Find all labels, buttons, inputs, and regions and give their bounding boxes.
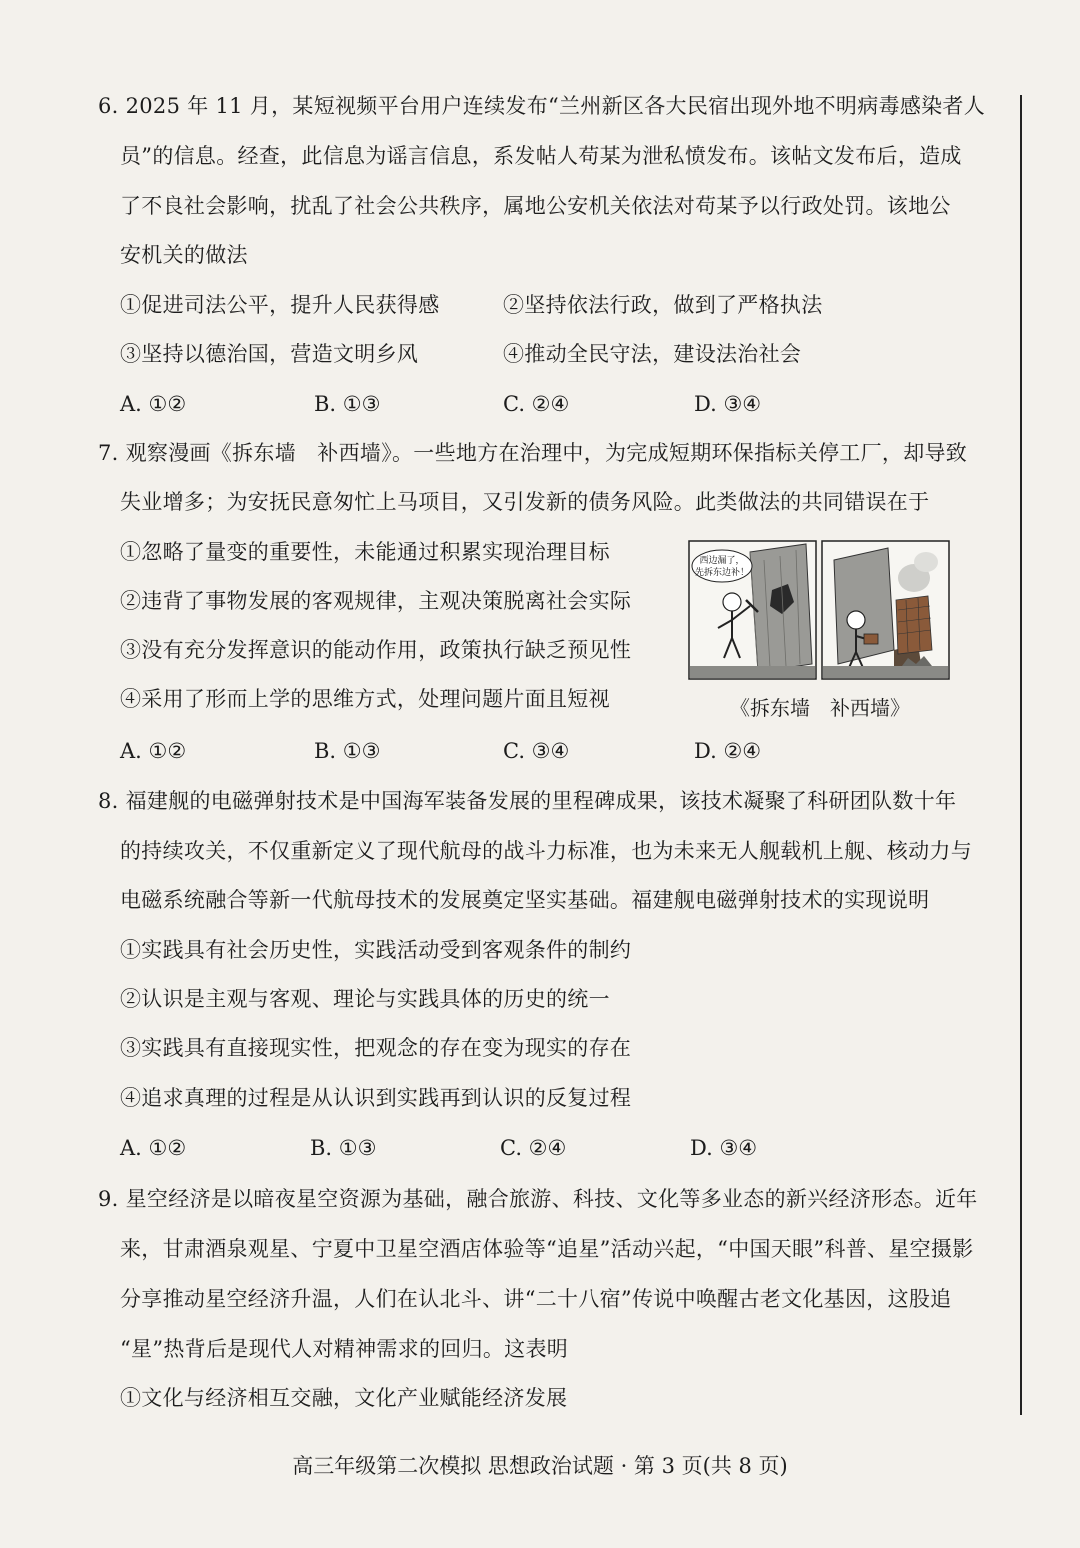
q7-item-3: ③没有充分发挥意识的能动作用，政策执行缺乏预见性 xyxy=(120,638,632,662)
q8-choice-c: C. ②④ xyxy=(500,1136,567,1160)
q6-choice-a: A. ①② xyxy=(120,392,187,416)
q6-line-1: 6. 2025 年 11 月，某短视频平台用户连续发布“兰州新区各大民宿出现外地不明病毒感染者人 xyxy=(98,94,986,118)
q6-choice-d: D. ③④ xyxy=(694,392,762,416)
q7-choice-b: B. ①③ xyxy=(314,739,381,763)
q6-item-1: ①促进司法公平，提升人民获得感 xyxy=(120,293,440,317)
comic-caption: 《拆东墙 补西墙》 xyxy=(730,696,910,720)
q7-item-1: ①忽略了量变的重要性，未能通过积累实现治理目标 xyxy=(120,540,610,564)
q9-item-1: ①文化与经济相互交融，文化产业赋能经济发展 xyxy=(120,1386,568,1410)
q6-choice-c: C. ②④ xyxy=(503,392,570,416)
q8-item-4: ④追求真理的过程是从认识到实践再到认识的反复过程 xyxy=(120,1086,632,1110)
q8-item-2: ②认识是主观与客观、理论与实践具体的历史的统一 xyxy=(120,987,610,1011)
q6-item-2: ②坚持依法行政，做到了严格执法 xyxy=(503,293,823,317)
q6-item-3: ③坚持以德治国，营造文明乡风 xyxy=(120,342,419,366)
q6-choice-b: B. ①③ xyxy=(314,392,381,416)
q9-line-1: 9. 星空经济是以暗夜星空资源为基础，融合旅游、科技、文化等多业态的新兴经济形态。近年 xyxy=(98,1187,978,1211)
q8-item-1: ①实践具有社会历史性，实践活动受到客观条件的制约 xyxy=(120,938,632,962)
comic-bubble-line-1: 西边漏了， xyxy=(699,556,745,566)
q9-line-2: 来，甘肃酒泉观星、宁夏中卫星空酒店体验等“追星”活动兴起，“中国天眼”科普、星空摄影 xyxy=(120,1237,974,1261)
comic-figure-head-left xyxy=(723,593,741,611)
comic-wall-right xyxy=(834,548,894,664)
q6-line-3: 了不良社会影响，扰乱了社会公共秩序，属地公安机关依法对苟某予以行政处罚。该地公 xyxy=(120,194,951,218)
q6-line-4: 安机关的做法 xyxy=(120,243,248,267)
q8-line-3: 电磁系统融合等新一代航母技术的发展奠定坚实基础。福建舰电磁弹射技术的实现说明 xyxy=(120,888,930,912)
comic-brick-wall xyxy=(896,596,932,654)
q7-item-2: ②违背了事物发展的客观规律，主观决策脱离社会实际 xyxy=(120,589,632,613)
q8-line-2: 的持续攻关，不仅重新定义了现代航母的战斗力标准，也为未来无人舰载机上舰、核动力与 xyxy=(120,839,972,863)
q8-line-1: 8. 福建舰的电磁弹射技术是中国海军装备发展的里程碑成果，该技术凝聚了科研团队数十年 xyxy=(98,789,957,813)
comic-figure-head-right xyxy=(847,611,865,629)
q6-item-4: ④推动全民守法，建设法治社会 xyxy=(503,342,802,366)
q9-line-4: “星”热背后是现代人对精神需求的回归。这表明 xyxy=(120,1337,569,1361)
comic-illustration xyxy=(688,540,950,680)
q8-choice-a: A. ①② xyxy=(120,1136,187,1160)
q7-line-2: 失业增多；为安抚民意匆忙上马项目，又引发新的债务风险。此类做法的共同错误在于 xyxy=(120,490,930,514)
q8-choice-b: B. ①③ xyxy=(310,1136,377,1160)
q7-choice-c: C. ③④ xyxy=(503,739,570,763)
margin-rule xyxy=(1020,95,1022,1415)
q7-line-1: 7. 观察漫画《拆东墙 补西墙》。一些地方在治理中，为完成短期环保指标关停工厂，却导致 xyxy=(98,441,968,465)
q9-line-3: 分享推动星空经济升温，人们在认北斗、讲“二十八宿”传说中唤醒古老文化基因，这股追 xyxy=(120,1287,952,1311)
q7-choice-d: D. ②④ xyxy=(694,739,762,763)
q8-item-3: ③实践具有直接现实性，把观念的存在变为现实的存在 xyxy=(120,1036,632,1060)
comic-bubble-line-2: 先拆东边补！ xyxy=(694,568,750,578)
q7-item-4: ④采用了形而上学的思维方式，处理问题片面且短视 xyxy=(120,687,610,711)
q6-line-2: 员”的信息。经查，此信息为谣言信息，系发帖人苟某为泄私愤发布。该帖文发布后，造成 xyxy=(120,144,962,168)
page-footer: 高三年级第二次模拟 思想政治试题 · 第 3 页(共 8 页) xyxy=(292,1454,788,1478)
q8-choice-d: D. ③④ xyxy=(690,1136,758,1160)
q7-choice-a: A. ①② xyxy=(120,739,187,763)
